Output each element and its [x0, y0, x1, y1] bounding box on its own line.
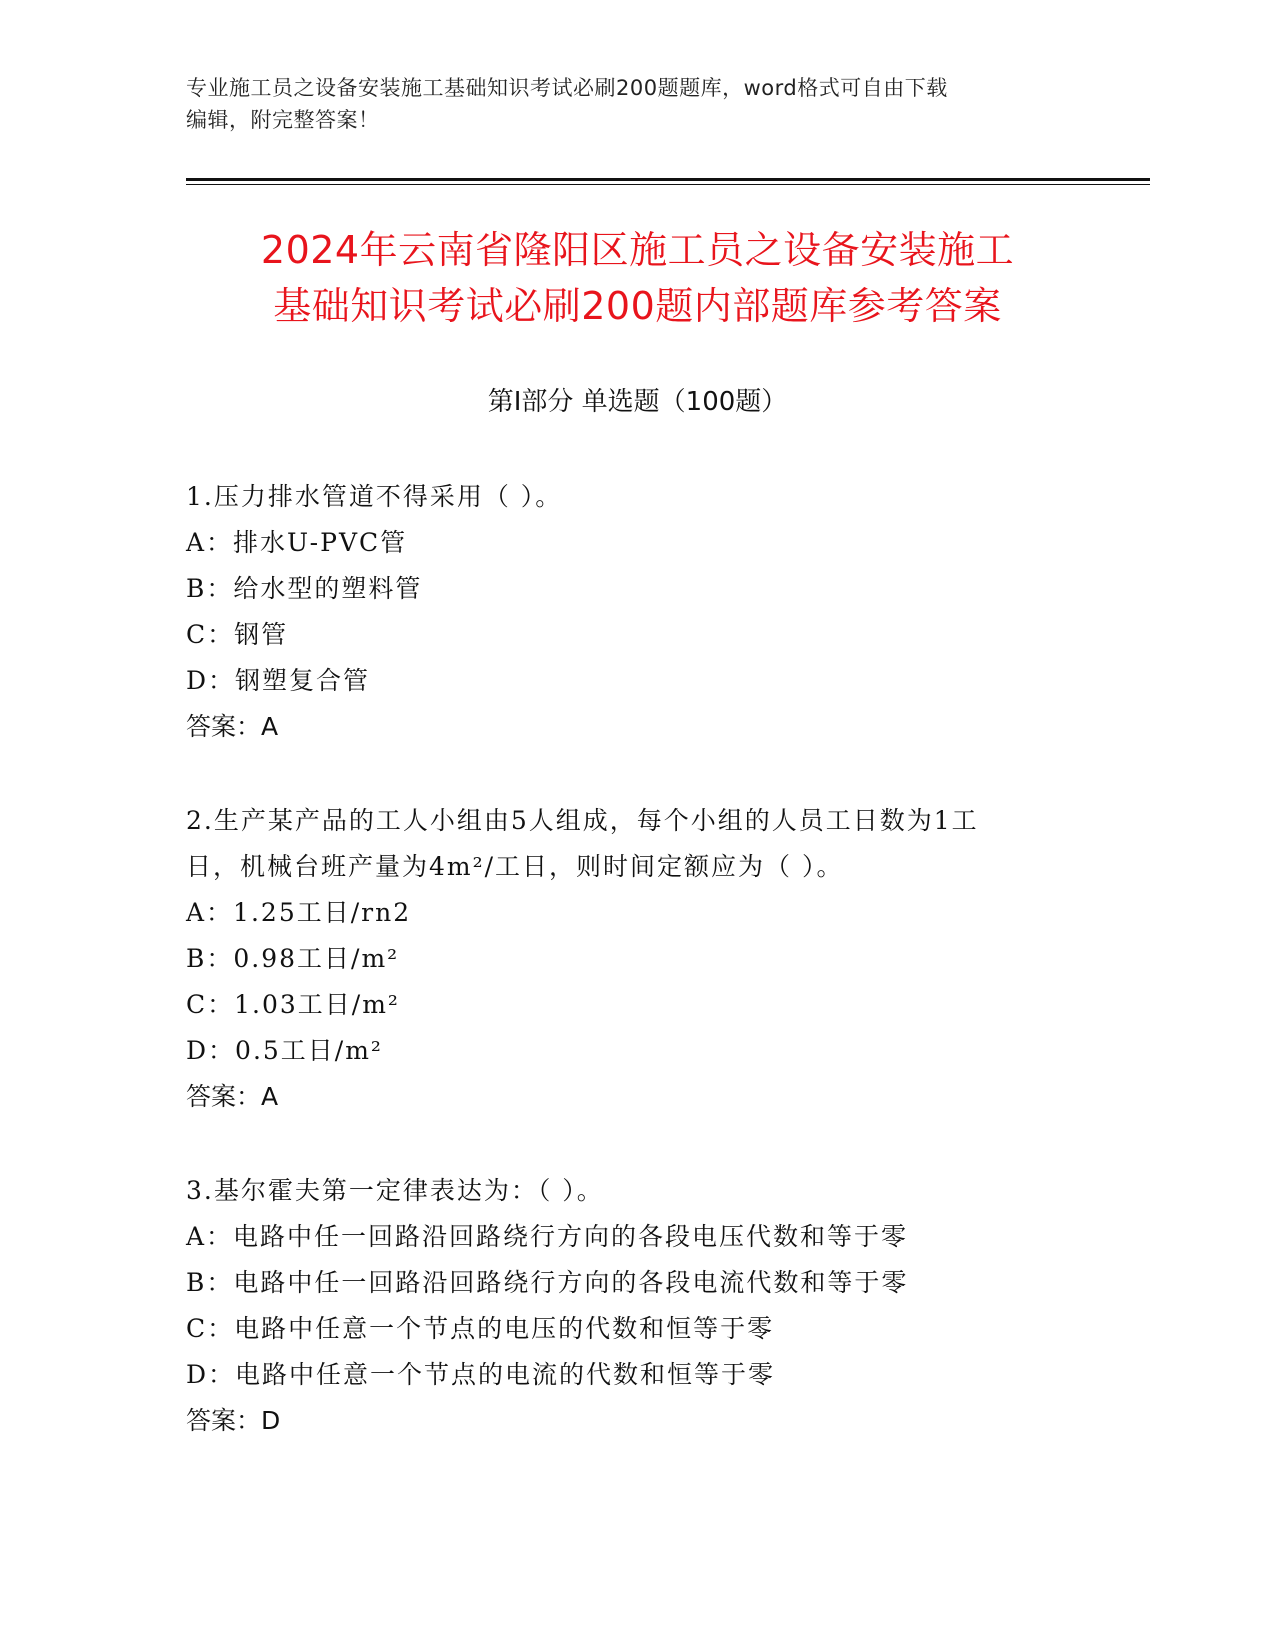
option-a: A：排水U-PVC管 [186, 528, 408, 557]
answer-label: 答案：A [186, 1082, 279, 1111]
answer-label: 答案：A [186, 712, 279, 741]
option-c: C：电路中任意一个节点的电压的代数和恒等于零 [186, 1314, 775, 1343]
question-1 [186, 474, 1086, 750]
option-d: D：0.5工日/m² [186, 1036, 383, 1065]
header-note-line-1: 专业施工员之设备安装施工基础知识考试必刷200题题库，word格式可自由下载 [186, 76, 948, 100]
question-stem-line-1: 2.生产某产品的工人小组由5人组成，每个小组的人员工日数为1工 [186, 806, 979, 835]
section-title: 第Ⅰ部分 单选题（100题） [487, 387, 788, 417]
option-d: D：钢塑复合管 [186, 666, 371, 695]
document-title-line-1: 2024年云南省隆阳区施工员之设备安装施工 [260, 228, 1015, 272]
option-b: B：给水型的塑料管 [186, 574, 423, 603]
option-c: C：钢管 [186, 620, 289, 649]
option-c: C：1.03工日/m² [186, 990, 400, 1019]
answer-label: 答案：D [186, 1406, 281, 1435]
question-2 [186, 798, 1086, 1120]
option-a: A：电路中任一回路沿回路绕行方向的各段电压代数和等于零 [186, 1222, 909, 1251]
header-note [186, 72, 1086, 136]
question-stem: 1.压力排水管道不得采用（ ）。 [186, 482, 563, 511]
question-stem: 3.基尔霍夫第一定律表达为：（ ）。 [186, 1176, 604, 1205]
question-list [186, 474, 1086, 1492]
option-b: B：0.98工日/m² [186, 944, 400, 973]
option-d: D：电路中任意一个节点的电流的代数和恒等于零 [186, 1360, 776, 1389]
option-a: A：1.25工日/rn2 [186, 898, 412, 927]
header-divider-thin [186, 184, 1150, 185]
header-note-line-2: 编辑，附完整答案！ [186, 108, 380, 132]
question-3 [186, 1168, 1086, 1444]
header-divider-thick [186, 178, 1150, 181]
question-stem-line-2: 日，机械台班产量为4m²/工日，则时间定额应为（ ）。 [186, 852, 844, 881]
document-title-line-2: 基础知识考试必刷200题内部题库参考答案 [273, 284, 1002, 328]
option-b: B：电路中任一回路沿回路绕行方向的各段电流代数和等于零 [186, 1268, 909, 1297]
document-title [140, 222, 1135, 334]
